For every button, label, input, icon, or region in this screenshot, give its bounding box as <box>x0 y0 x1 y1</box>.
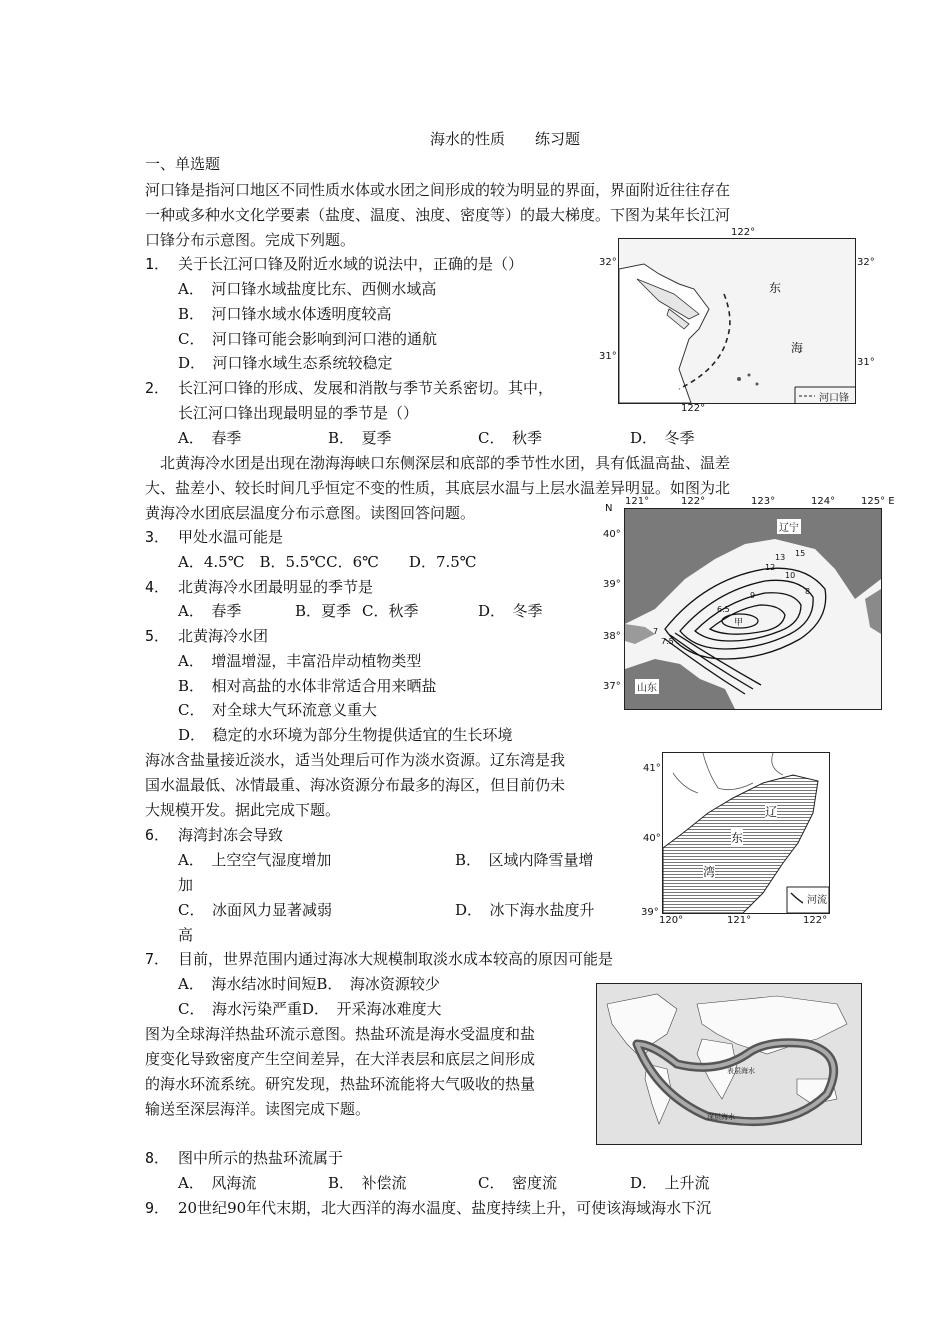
fig1-lat-32-right: 32° <box>857 257 875 268</box>
q5-option-b[interactable]: B． 相对高盐的水体非常适合用来晒盐 <box>178 677 437 695</box>
q7-options-cd[interactable]: C． 海水污染严重D． 开采海冰难度大 <box>178 1000 442 1018</box>
q6-number: 6． <box>145 826 170 844</box>
q3-number: 3． <box>145 528 170 546</box>
intro4-line1: 图为全球海洋热盐环流示意图。热盐环流是海水受温度和盐 <box>145 1025 536 1043</box>
fig2-lon-123: 123° <box>751 496 776 507</box>
fig2-isoline-15: 15 <box>795 549 806 558</box>
fig3-lon-121: 121° <box>727 915 752 926</box>
q6-option-d-wrap: 高 <box>178 926 194 944</box>
page-title: 海水的性质 练习题 <box>430 130 581 148</box>
fig2-isoline-7: 7 <box>653 627 659 636</box>
fig1-label-east: 东 <box>769 281 782 295</box>
q5-stem: 北黄海冷水团 <box>178 627 269 645</box>
fig2-north: N <box>605 503 613 514</box>
q8-stem: 图中所示的热盐环流属于 <box>178 1149 344 1167</box>
fig2-lat-39: 39° <box>603 579 621 590</box>
q2-stem-line2: 长江河口锋出现最明显的季节是（） <box>178 404 419 422</box>
fig2-lon-125: 125° E <box>861 496 895 507</box>
fig2-label-shandong: 山东 <box>635 679 659 694</box>
fig2-isoline-10: 10 <box>785 571 796 580</box>
fig4-surface-label: 表层海水 <box>727 1067 755 1075</box>
q1-number: 1． <box>145 255 170 273</box>
q1-option-a[interactable]: A． 河口锋水域盐度比东、西侧水域高 <box>178 280 437 298</box>
yellow-sea-cold-water-map <box>603 496 895 710</box>
q5-option-a[interactable]: A． 增温增湿，丰富沿岸动植物类型 <box>178 652 422 670</box>
q5-option-c[interactable]: C． 对全球大气环流意义重大 <box>178 701 377 719</box>
fig3-char-liao: 辽 <box>765 805 778 819</box>
yangtze-estuary-map <box>599 227 875 414</box>
q5-option-d[interactable]: D． 稳定的水环境为部分生物提供适宜的生长环境 <box>178 726 513 744</box>
fig3-lat-39: 39° <box>641 907 659 918</box>
intro4-line3: 的海水环流系统。研究发现，热盐环流能将大气吸收的热量 <box>145 1075 536 1093</box>
liaodong-bay-map <box>641 752 830 926</box>
q6-option-a-wrap: 加 <box>178 876 194 894</box>
q4-option-b[interactable]: B．夏季 <box>295 602 352 620</box>
q2-number: 2． <box>145 379 170 397</box>
fig1-legend-label: 河口锋 <box>819 393 849 404</box>
q7-options-ab[interactable]: A． 海水结冰时间短B． 海冰资源较少 <box>178 975 440 993</box>
fig2-label-liaoning: 辽宁 <box>777 519 801 534</box>
fig2-isoline-13: 13 <box>775 553 786 562</box>
fig1-lat-31-left: 31° <box>599 351 617 362</box>
q1-option-c[interactable]: C． 河口锋可能会影响到河口港的通航 <box>178 330 437 348</box>
fig2-isoline-6-5: 6.5 <box>717 605 730 614</box>
q6-stem: 海湾封冻会导致 <box>178 826 284 844</box>
fig1-label-sea: 海 <box>791 341 804 355</box>
q8-number: 8． <box>145 1149 170 1167</box>
thermohaline-circulation-map <box>596 983 862 1145</box>
intro2-line1: 北黄海冷水团是出现在渤海海峡口东侧深层和底部的季节性水团，具有低温高盐、温差 <box>145 454 731 472</box>
fig3-legend-label: 河流 <box>807 895 827 906</box>
fig2-lat-40: 40° <box>603 529 621 540</box>
fig1-lat-31-right: 31° <box>857 357 875 368</box>
q3-options[interactable]: A．4.5℃ B．5.5℃C．6℃ D．7.5℃ <box>178 553 477 571</box>
q9-stem: 20世纪90年代末期，北大西洋的海水温度、盐度持续上升，可使该海域海水下沉 <box>178 1199 712 1217</box>
fig2-isoline-8: 8 <box>805 587 811 596</box>
fig2-label-jia: 甲 <box>734 618 744 628</box>
q8-option-c[interactable]: C． 密度流 <box>478 1174 557 1192</box>
fig3-lon-122: 122° <box>803 915 828 926</box>
fig2-isoline-7-5: 7.5 <box>661 637 674 646</box>
fig3-lat-40: 40° <box>643 833 661 844</box>
q8-option-b[interactable]: B． 补偿流 <box>328 1174 407 1192</box>
q1-stem: 关于长江河口锋及附近水域的说法中，正确的是（） <box>178 255 524 273</box>
fig1-lon-bottom: 122° <box>681 403 706 414</box>
intro1-line3: 口锋分布示意图。完成下列题。 <box>145 231 356 249</box>
q4-option-c[interactable]: C．秋季 <box>362 602 419 620</box>
q2-stem-line1: 长江河口锋的形成、发展和消散与季节关系密切。其中， <box>178 379 554 397</box>
q2-option-d[interactable]: D． 冬季 <box>630 429 695 447</box>
fig3-char-dong: 东 <box>731 831 744 845</box>
fig2-lon-122: 122° <box>681 496 706 507</box>
intro1-line2: 一种或多种水文化学要素（盐度、温度、浊度、密度等）的最大梯度。下图为某年长江河 <box>145 206 731 224</box>
q5-number: 5． <box>145 627 170 645</box>
intro4-line2: 度变化导致密度产生空间差异，在大洋表层和底层之间形成 <box>145 1050 536 1068</box>
intro3-line2: 国水温最低、冰情最重、海冰资源分布最多的海区，但目前仍未 <box>145 776 566 794</box>
q6-option-c[interactable]: C． 冰面风力显著减弱 <box>178 901 332 919</box>
q4-number: 4． <box>145 578 170 596</box>
q4-option-a[interactable]: A． 春季 <box>178 602 242 620</box>
intro3-line1: 海冰含盐量接近淡水，适当处理后可作为淡水资源。辽东湾是我 <box>145 751 566 769</box>
q8-option-a[interactable]: A． 风海流 <box>178 1174 257 1192</box>
fig1-lon-top: 122° <box>731 227 756 238</box>
intro4-line4: 输送至深层海洋。读图完成下题。 <box>145 1100 371 1118</box>
fig2-lat-38: 38° <box>603 631 621 642</box>
fig4-deep-label: 深层海水 <box>707 1113 735 1121</box>
section-heading: 一、单选题 <box>145 155 221 173</box>
fig2-lat-37: 37° <box>603 681 621 692</box>
fig1-lat-32-left: 32° <box>599 257 617 268</box>
q2-option-c[interactable]: C． 秋季 <box>478 429 542 447</box>
intro2-line2: 大、盐差小、较长时间几乎恒定不变的性质，其底层水温与上层水温差异明显。如图为北 <box>145 479 731 497</box>
fig3-lon-120: 120° <box>659 915 684 926</box>
q8-option-d[interactable]: D． 上升流 <box>630 1174 710 1192</box>
intro2-line3: 黄海冷水团底层温度分布示意图。读图回答问题。 <box>145 504 476 522</box>
fig3-lat-41: 41° <box>643 763 661 774</box>
q7-stem: 目前，世界范围内通过海冰大规模制取淡水成本较高的原因可能是 <box>178 950 614 968</box>
q2-option-b[interactable]: B． 夏季 <box>328 429 392 447</box>
q3-stem: 甲处水温可能是 <box>178 528 284 546</box>
q6-option-a[interactable]: A． 上空空气湿度增加 <box>178 851 332 869</box>
q4-option-d[interactable]: D． 冬季 <box>478 602 543 620</box>
q6-option-b[interactable]: B． 区域内降雪量增 <box>455 851 594 869</box>
fig2-isoline-12: 12 <box>765 563 776 572</box>
q1-option-d[interactable]: D． 河口锋水域生态系统较稳定 <box>178 354 393 372</box>
q7-number: 7． <box>145 950 170 968</box>
fig2-lon-124: 124° <box>811 496 836 507</box>
fig2-isoline-9: 9 <box>750 591 756 600</box>
q2-option-a[interactable]: A． 春季 <box>178 429 242 447</box>
intro1-line1: 河口锋是指河口地区不同性质水体或水团之间形成的较为明显的界面，界面附近往往存在 <box>145 181 731 199</box>
intro3-line3: 大规模开发。据此完成下题。 <box>145 801 341 819</box>
q4-stem: 北黄海冷水团最明显的季节是 <box>178 578 374 596</box>
fig3-char-wan: 湾 <box>703 865 716 879</box>
q6-option-d[interactable]: D． 冰下海水盐度升 <box>455 901 595 919</box>
q9-number: 9． <box>145 1199 170 1217</box>
q1-option-b[interactable]: B． 河口锋水域水体透明度较高 <box>178 305 392 323</box>
fig2-lon-121: 121° <box>625 496 650 507</box>
